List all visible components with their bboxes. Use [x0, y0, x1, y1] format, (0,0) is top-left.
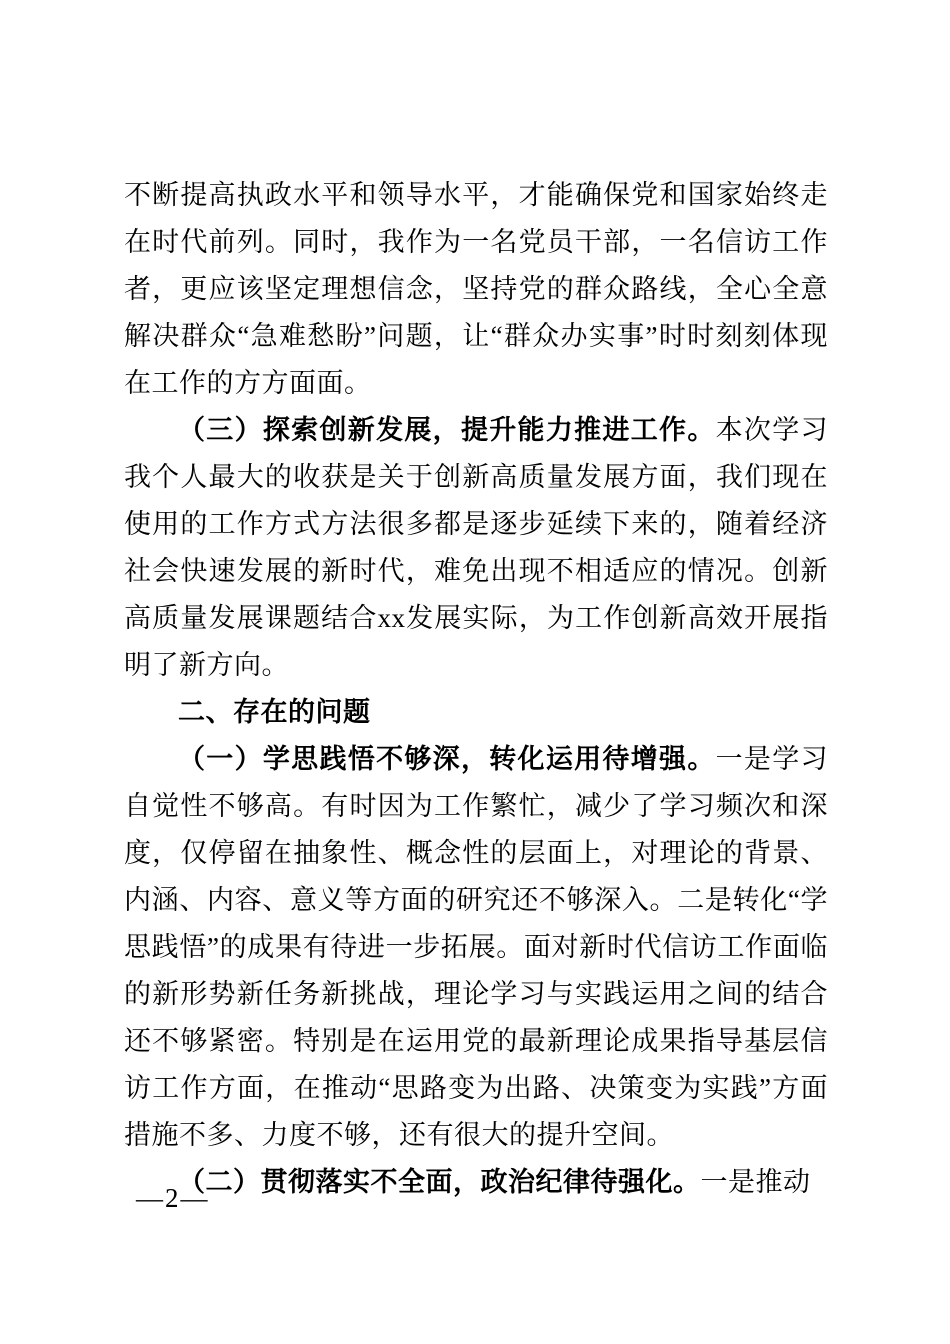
paragraph-section-three — [124, 407, 828, 689]
document-body — [124, 172, 828, 1206]
paragraph-lead: （二）贯彻落实不全面，政治纪律待强化。 — [178, 1167, 701, 1197]
paragraph-problem-one — [124, 736, 828, 1159]
section-heading: 二、存在的问题 — [178, 697, 371, 727]
paragraph-lead: （三）探索创新发展，提升能力推进工作。 — [178, 415, 716, 445]
paragraph-text: 一是学习自觉性不够高。有时因为工作繁忙，减少了学习频次和深度，仅停留在抽象性、概念性的层面上，对理论的背景、内涵、内容、意义等方面的研究还不够深入。二是转化“学思践悟”的成果有待进一步拓展。面对新时代信访工作面临的新形势新任务新挑战，理论学习与实践运用之间的结合还不够紧密。特别是在运用党的最新理论成果指导基层信访工作方面，在推动“思路变为出路、决策变为实践”方面措施不多、力度不够，还有很大的提升空间。 — [124, 744, 829, 1150]
paragraph-text: 本次学习我个人最大的收获是关于创新高质量发展方面，我们现在使用的工作方式方法很多都是逐步延续下来的，随着经济社会快速发展的新时代，难免出现不相适应的情况。创新高质量发展课题结合xx发展实际，为工作创新高效开展指明了新方向。 — [124, 415, 829, 680]
paragraph-text: 一是推动 — [700, 1167, 811, 1197]
paragraph-lead: （一）学思践悟不够深，转化运用待增强。 — [178, 744, 716, 774]
page-number: —2— — [136, 1183, 210, 1213]
paragraph-text: 不断提高执政水平和领导水平，才能确保党和国家始终走在时代前列。同时，我作为一名党员干部，一名信访工作者，更应该坚定理想信念，坚持党的群众路线，全心全意解决群众“急难愁盼”问题，让“群众办实事”时时刻刻体现在工作的方方面面。 — [124, 180, 828, 398]
paragraph-problem-two — [124, 1159, 828, 1206]
paragraph-continuation — [124, 172, 828, 407]
